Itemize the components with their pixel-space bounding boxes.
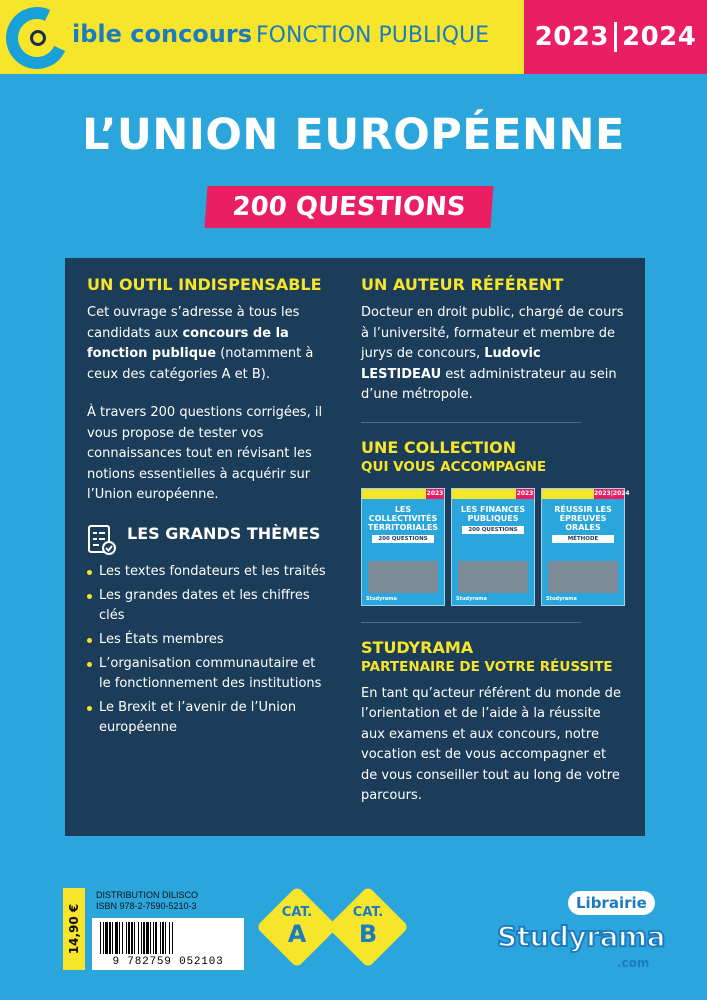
content-panel (65, 258, 645, 836)
book-cover: 2023|2024 RÉUSSIR LES ÉPREUVES ORALES MÉTHODE Studyrama (541, 488, 625, 606)
isbn: ISBN 978-2-7590-5210-3 (96, 901, 197, 911)
studyrama-logo: Studyrama (497, 920, 666, 953)
brand-name (72, 20, 489, 48)
book-cover: 2023 LES FINANCES PUBLIQUES 200 QUESTIONS Studyrama (451, 488, 535, 606)
distributor: DISTRIBUTION DILISCO (96, 890, 199, 900)
price-label: 14,90 € (67, 903, 81, 955)
themes-header (87, 524, 327, 556)
barcode-number: 9 782759 052103 (112, 956, 224, 968)
barcode-bars (100, 922, 236, 954)
collection-heading: UNE COLLECTION (361, 437, 517, 457)
questions-label: 200 QUESTIONS (231, 192, 467, 222)
year-end: 2024 (622, 22, 697, 52)
librairie-logo: Librairie (568, 891, 655, 915)
themes-list (87, 562, 327, 738)
brand-label: ible concours (72, 20, 252, 48)
list-item: Les textes fondateurs et les traités (87, 562, 327, 582)
questions-badge (205, 186, 494, 228)
list-item: Les États membres (87, 630, 327, 650)
cat-a-label: CAT. A (281, 905, 313, 948)
studyrama-domain: .com (617, 956, 650, 970)
brand-suffix: FONCTION PUBLIQUE (256, 23, 490, 48)
studyrama-subheading: PARTENAIRE DE VOTRE RÉUSSITE (361, 658, 613, 675)
divider (361, 622, 581, 623)
year-badge (524, 0, 707, 74)
themes-title: LES GRANDS THÈMES (127, 523, 321, 543)
right-column (361, 274, 630, 807)
book-cover: 2023 LES COLLECTIVITÉS TERRITORIALES 200 QUESTIONS Studyrama (361, 488, 445, 606)
cat-b-label: CAT. B (352, 905, 384, 948)
year-start: 2023 (534, 22, 609, 52)
author-heading: UN AUTEUR RÉFÉRENT (361, 275, 564, 294)
logo-dot (30, 30, 46, 46)
studyrama-paragraph: En tant qu’acteur référent du monde de l’orientation et de l’aide à la réussite aux examens et aux concours, notre vocation est de vous accompagner et de vous conseiller tout au long de votre parcours. (361, 685, 621, 803)
collection-subheading: QUI VOUS ACCOMPAGNE (361, 458, 547, 475)
distribution-info (96, 890, 198, 912)
book-photo (548, 561, 618, 593)
checklist-icon (87, 524, 117, 556)
list-item: Les grandes dates et les chiffres clés (87, 586, 327, 626)
intro-paragraph: Cet ouvrage s’adresse à tous les candidats aux concours de la fonction publique (notamment à ceux des catégories A et B). (87, 305, 314, 382)
description-paragraph: À travers 200 questions corrigées, il vous propose de tester vos connaissances tout en révisant les notions essentielles à acquérir sur l’Union européenne. (87, 405, 323, 502)
page-title: L’UNION EUROPÉENNE (82, 110, 625, 160)
book-collection (361, 488, 630, 606)
tool-heading: UN OUTIL INDISPENSABLE (87, 275, 322, 294)
book-photo (368, 561, 438, 593)
studyrama-heading: STUDYRAMA (361, 637, 474, 657)
list-item: Le Brexit et l’avenir de l’Union européenne (87, 698, 327, 738)
list-item: L’organisation communautaire et le fonctionnement des institutions (87, 654, 327, 694)
price-tag (63, 888, 85, 970)
top-banner (0, 0, 707, 74)
barcode (92, 918, 244, 970)
divider (361, 422, 581, 423)
left-column (87, 274, 327, 742)
author-paragraph: Docteur en droit public, chargé de cours à l’université, formateur et membre de jurys de concours, Ludovic LESTIDEAU est administrateur au sein d’une métropole. (361, 305, 624, 402)
book-photo (458, 561, 528, 593)
